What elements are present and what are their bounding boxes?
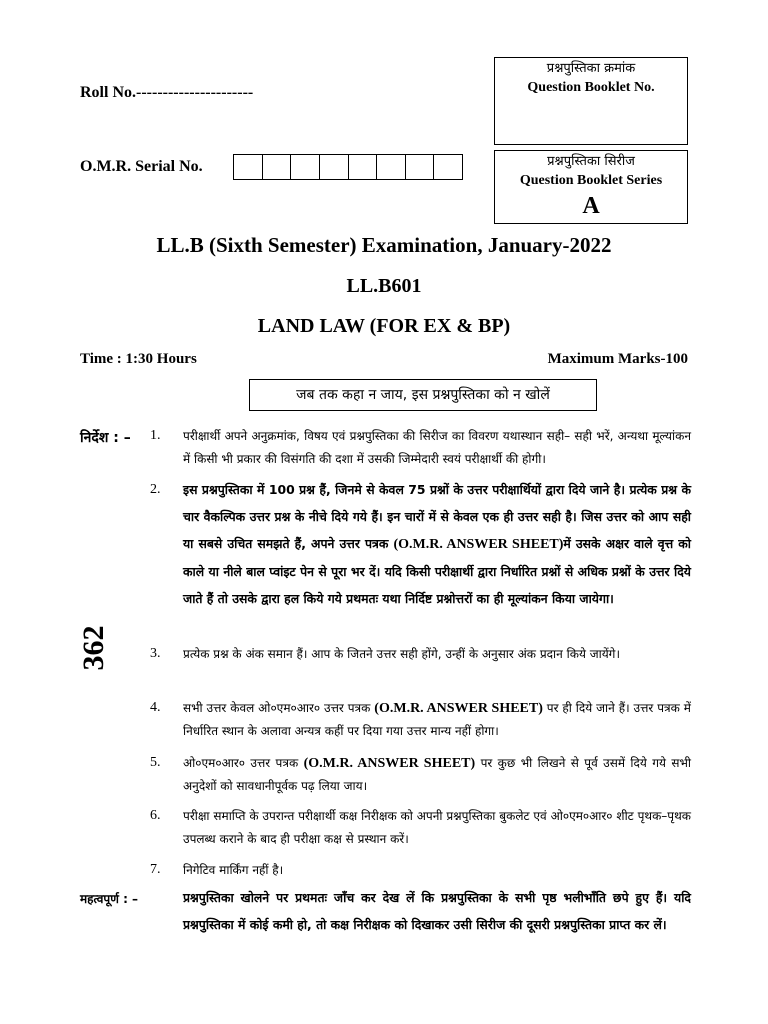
subject-title: LAND LAW (FOR EX & BP) (257, 315, 511, 337)
exam-time: Time : 1:30 Hours (80, 351, 197, 367)
exam-title: LL.B (Sixth Semester) Examination, January-2022 (156, 233, 612, 257)
instruction-number: 4. (150, 700, 161, 715)
instruction-number: 3. (150, 646, 161, 661)
instruction-text-part: पर कुछ भी लिखने से पूर्व उसमें दिये गये सभी अनुदेशों को सावधानीपूर्वक पढ़ लिया जाय। (183, 756, 691, 793)
instruction-text: निगेटिव मार्किंग नहीं है। (183, 863, 284, 877)
booklet-no-hindi: प्रश्नपुस्तिका क्रमांक (546, 61, 636, 76)
omr-serial-boxes (233, 154, 463, 180)
instruction-text (183, 697, 691, 743)
question-booklet-no-box (494, 57, 688, 145)
omr-answer-sheet-text: (O.M.R. ANSWER SHEET) (393, 537, 564, 552)
booklet-no-english: Question Booklet No. (527, 80, 655, 95)
do-not-open-warning: जब तक कहा न जाय, इस प्रश्नपुस्तिका को न खोलें (249, 379, 597, 411)
instruction-text (183, 752, 691, 798)
instruction-text: परीक्षार्थी अपने अनुक्रमांक, विषय एवं प्रश्नपुस्तिका की सिरीज का विवरण यथास्थान सही– सही भरें, अन्यथा मूल्यांकन में किसी भी प्रकार की विसंगति की दशा में उसकी जिम्मेदारी स्वयं परीक्षार्थी की होगी। (183, 429, 691, 466)
important-text: प्रश्नपुस्तिका खोलने पर प्रथमतः जाँच कर देख लें कि प्रश्नपुस्तिका के सभी पृष्ठ भलीभाँति छपे हुए हैं। यदि प्रश्नपुस्तिका में कोई कमी हो, तो कक्ष निरीक्षक को दिखाकर उसी सिरीज की दूसरी प्रश्नपुस्तिका प्राप्त कर लें। (183, 890, 691, 932)
question-booklet-series-box (494, 150, 688, 224)
important-label: महत्वपूर्ण : – (80, 892, 139, 906)
omr-answer-sheet-text: (O.M.R. ANSWER SHEET) (303, 756, 476, 771)
instruction-text-part: ओ०एम०आर० उत्तर पत्रक (183, 756, 304, 770)
omr-box (406, 155, 435, 179)
instruction-number: 1. (150, 428, 161, 443)
booklet-series-hindi: प्रश्नपुस्तिका सिरीज (547, 154, 635, 169)
omr-serial-label: O.M.R. Serial No. (80, 158, 203, 175)
instruction-number: 5. (150, 755, 161, 770)
instruction-number: 2. (150, 482, 161, 497)
booklet-series-english: Question Booklet Series (519, 173, 663, 188)
instruction-text-part: में उसके अक्षर वाले वृत्त को काले या नीले बाल प्वांइट पेन से पूरा भर दें। यदि किसी परीक्षार्थी द्वारा निर्धारित प्रश्नों से अधिक प्रश्नों के उत्तर दिये जाते हैं तो उसके द्वारा हल किये गये प्रथमतः यथा निर्दिष्ट प्रश्नोत्तरों का ही मूल्यांकन किया जायेगा। (183, 536, 691, 606)
omr-box (320, 155, 349, 179)
instruction-text (183, 476, 691, 612)
omr-answer-sheet-text: (O.M.R. ANSWER SHEET) (374, 701, 543, 716)
omr-box (349, 155, 378, 179)
instruction-number: 7. (150, 862, 161, 877)
omr-box (434, 155, 462, 179)
instruction-text-part: पर ही दिये जाने हैं। उत्तर पत्रक में निर्धारित स्थान के अलावा अन्यत्र कहीं पर दिया गया उत्तर मान्य नहीं होगा। (183, 701, 691, 738)
omr-box (291, 155, 320, 179)
omr-box (377, 155, 406, 179)
booklet-series-value: A (582, 193, 600, 219)
instruction-text-part: इस प्रश्नपुस्तिका में 100 प्रश्न हैं, जिनमे से केवल 75 प्रश्नों के उत्तर परीक्षार्थियों द्वारा दिये जाने है। प्रत्येक प्रश्न के चार वैकल्पिक उत्तर प्रश्न के नीचे दिये गये हैं। इन चारों में से केवल एक ही उत्तर सही है। जिस उत्तर को आप सही या सबसे उचित समझते हैं, अपने उत्तर पत्रक (183, 482, 691, 551)
omr-box (263, 155, 292, 179)
side-code: 362 (77, 625, 110, 671)
instruction-number: 6. (150, 808, 161, 823)
roll-no-field: Roll No.---------------------- (80, 84, 254, 101)
maximum-marks: Maximum Marks-100 (547, 351, 688, 367)
instruction-text: प्रत्येक प्रश्न के अंक समान हैं। आप के जितने उत्तर सही होंगे, उन्हीं के अनुसार अंक प्रदान किये जायेंगे। (183, 647, 620, 661)
instruction-text: परीक्षा समाप्ति के उपरान्त परीक्षार्थी कक्ष निरीक्षक को अपनी प्रश्नपुस्तिका बुकलेट एवं ओ०एम०आर० शीट पृथक–पृथक उपलब्ध कराने के बाद ही परीक्षा कक्ष से प्रस्थान करें। (183, 809, 691, 846)
instruction-text-part: सभी उत्तर केवल ओ०एम०आर० उत्तर पत्रक (183, 701, 375, 715)
instructions-label: निर्देश : – (80, 430, 131, 446)
paper-code: LL.B601 (346, 275, 422, 297)
omr-box (234, 155, 263, 179)
